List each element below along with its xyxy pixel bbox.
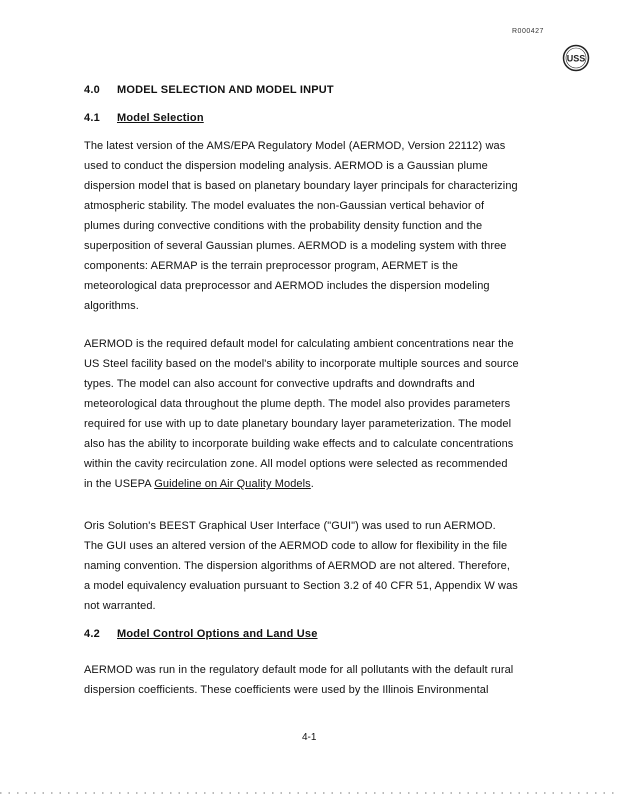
section-heading-4-1 (84, 112, 204, 124)
text-line: a model equivalency evaluation pursuant to Section 3.2 of 40 CFR 51, Appendix W was (84, 580, 518, 592)
section-number: 4.2 (84, 628, 100, 640)
text-line: Oris Solution's BEEST Graphical User Interface ("GUI") was used to run AERMOD. (84, 520, 496, 532)
section-title: Model Control Options and Land Use (117, 628, 318, 640)
logo-text: USS (566, 53, 586, 64)
paragraph-control-options (84, 660, 554, 700)
paragraph-aermod-default (84, 334, 554, 494)
text-line: atmospheric stability. The model evaluates the non-Gaussian vertical behavior of (84, 200, 485, 212)
paragraph-model-selection (84, 136, 554, 316)
text-line: dispersion model that is based on planetary boundary layer principals for characterizing (84, 180, 518, 192)
text-line: also has the ability to incorporate building wake effects and to calculate concentrations (84, 438, 514, 450)
text-line: superposition of several Gaussian plumes. AERMOD is a modeling system with three (84, 240, 507, 252)
guideline-reference: Guideline on Air Quality Models (154, 478, 311, 490)
text-line-last (84, 474, 554, 494)
text-suffix: . (310, 478, 314, 490)
section-number: 4.1 (84, 112, 100, 124)
text-line: plumes during convective conditions with the probability density function and the (84, 220, 483, 232)
text-line: within the cavity recirculation zone. All model options were selected as recommended (84, 458, 508, 470)
scan-border-dots (0, 790, 618, 796)
text-line: not warranted. (84, 600, 156, 612)
text-line: meteorological data throughout the plume depth. The model also provides parameters (84, 398, 511, 410)
text-line: AERMOD was run in the regulatory default mode for all pollutants with the default rural (84, 664, 514, 676)
paragraph-gui (84, 516, 554, 616)
section-heading-4-0 (84, 84, 334, 96)
document-id: R000427 (512, 28, 544, 35)
section-title: MODEL SELECTION AND MODEL INPUT (117, 84, 334, 96)
text-line: meteorological data preprocessor and AERMOD includes the dispersion modeling (84, 280, 490, 292)
text-line: dispersion coefficients. These coefficients were used by the Illinois Environmental (84, 684, 489, 696)
section-title: Model Selection (117, 112, 204, 124)
text-prefix: in the USEPA (84, 478, 155, 490)
text-line: required for use with up to date planetary boundary layer parameterization. The model (84, 418, 512, 430)
text-line: algorithms. (84, 300, 139, 312)
text-line: The GUI uses an altered version of the AERMOD code to allow for flexibility in the file (84, 540, 508, 552)
text-line: components: AERMAP is the terrain preprocessor program, AERMET is the (84, 260, 458, 272)
section-heading-4-2 (84, 628, 318, 640)
text-line: AERMOD is the required default model for calculating ambient concentrations near the (84, 338, 514, 350)
text-line: types. The model can also account for convective updrafts and downdrafts and (84, 378, 475, 390)
text-line: The latest version of the AMS/EPA Regulatory Model (AERMOD, Version 22112) was (84, 140, 506, 152)
section-number: 4.0 (84, 84, 100, 96)
text-line: naming convention. The dispersion algorithms of AERMOD are not altered. Therefore, (84, 560, 511, 572)
page-number: 4-1 (302, 732, 317, 743)
uss-logo-icon (562, 44, 590, 72)
text-line: used to conduct the dispersion modeling analysis. AERMOD is a Gaussian plume (84, 160, 488, 172)
text-line: US Steel facility based on the model's ability to incorporate multiple sources and source (84, 358, 519, 370)
